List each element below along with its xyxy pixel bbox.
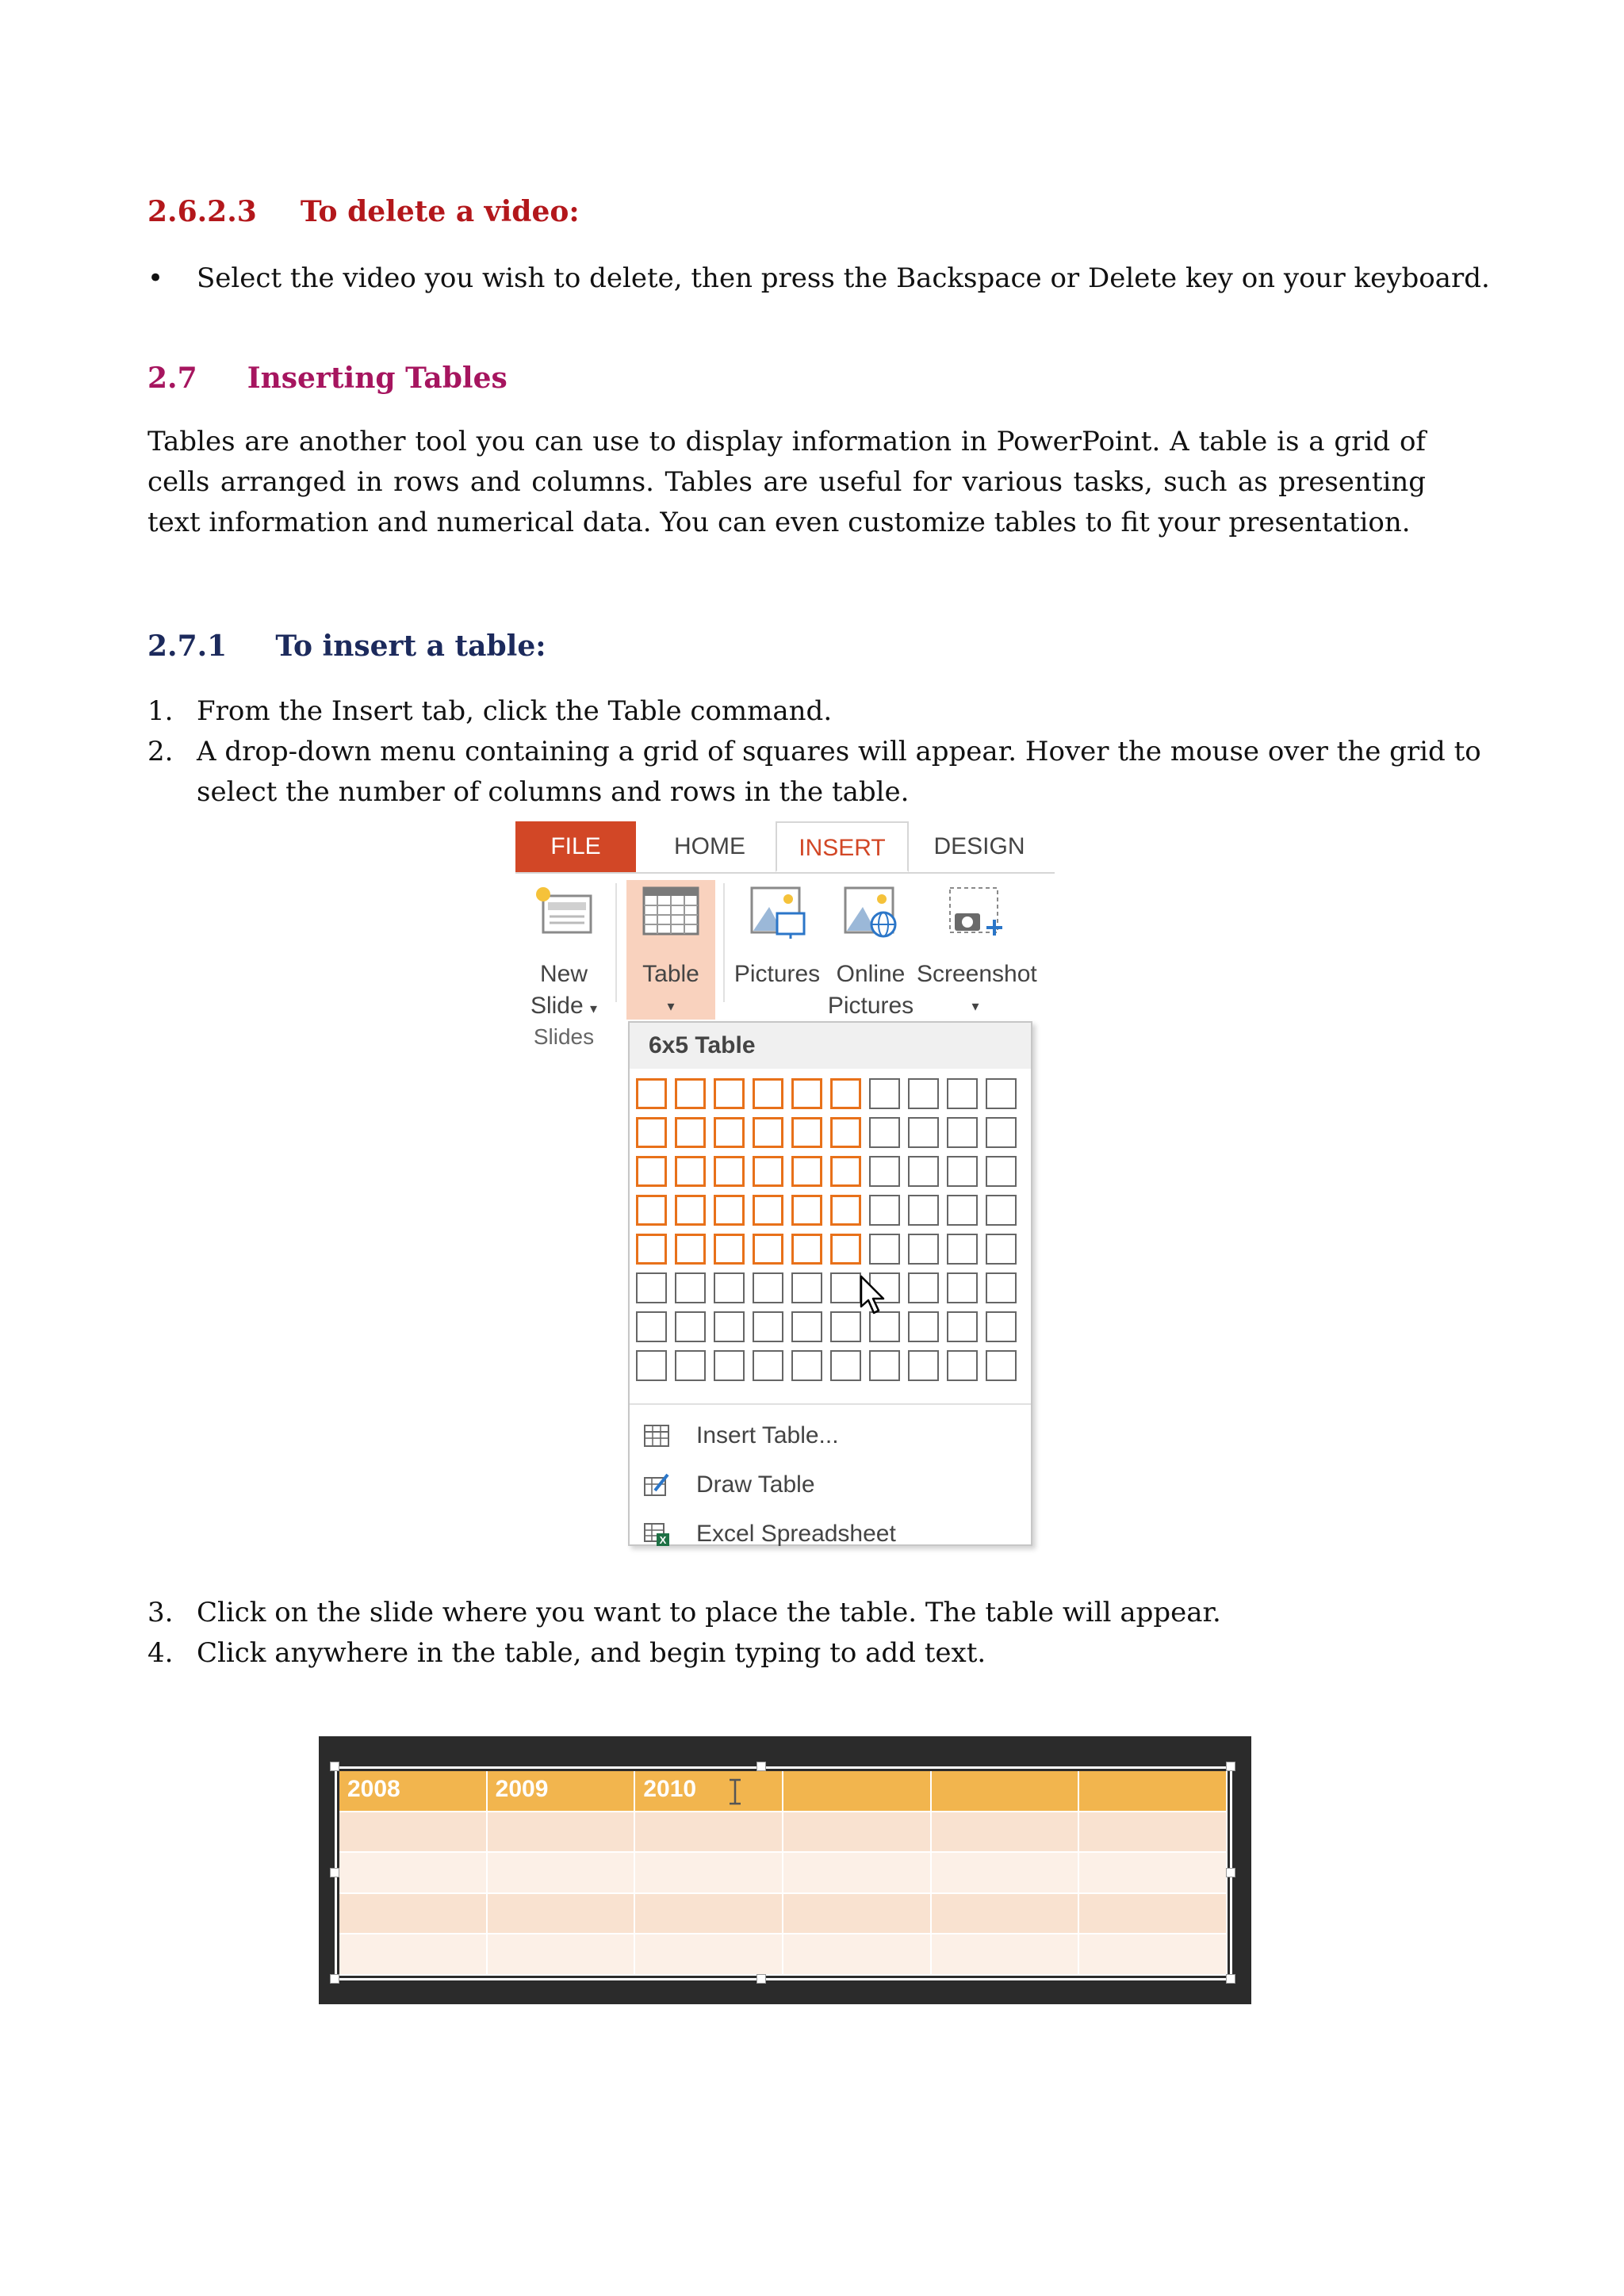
grid-cell[interactable] <box>636 1117 667 1148</box>
grid-cell[interactable] <box>986 1234 1017 1265</box>
grid-cell[interactable] <box>908 1156 939 1187</box>
menu-divider <box>630 1403 1031 1405</box>
group-divider <box>615 883 617 1002</box>
grid-cell[interactable] <box>869 1350 900 1381</box>
new-slide-label-1: New <box>539 961 588 987</box>
grid-cell[interactable] <box>830 1195 861 1226</box>
grid-cell[interactable] <box>869 1156 900 1187</box>
excel-icon <box>644 1522 669 1546</box>
grid-cell[interactable] <box>947 1078 978 1109</box>
grid-cell[interactable] <box>986 1311 1017 1342</box>
screenshot-button[interactable] <box>917 883 1037 1022</box>
grid-cell[interactable] <box>908 1117 939 1148</box>
grid-cell[interactable] <box>830 1311 861 1342</box>
table-label: Table <box>642 961 699 987</box>
table-cell[interactable] <box>635 1853 783 1894</box>
grid-cell[interactable] <box>714 1156 745 1187</box>
step-number: 1. <box>147 695 174 727</box>
resize-handle[interactable] <box>1226 1974 1235 1984</box>
grid-cell[interactable] <box>636 1156 667 1187</box>
new-slide-icon <box>532 883 596 939</box>
resize-handle[interactable] <box>756 1762 766 1771</box>
excel-spreadsheet-item[interactable] <box>630 1511 1031 1557</box>
section-number: 2.7 <box>147 362 197 395</box>
grid-cell[interactable] <box>675 1311 706 1342</box>
grid-cell[interactable] <box>908 1234 939 1265</box>
grid-cell[interactable] <box>636 1350 667 1381</box>
dropdown-header: 6x5 Table <box>630 1023 1031 1069</box>
grid-cell[interactable] <box>675 1350 706 1381</box>
step-text: Click on the slide where you want to place the table. The table will appear. <box>197 1597 1221 1628</box>
grid-cell[interactable] <box>636 1195 667 1226</box>
table-cell[interactable] <box>932 1812 1080 1854</box>
section-27-heading <box>147 362 508 395</box>
table-cell[interactable] <box>932 1894 1080 1935</box>
grid-cell[interactable] <box>986 1272 1017 1303</box>
table-dropdown-menu <box>628 1021 1032 1546</box>
table-header-cell[interactable] <box>1079 1771 1228 1812</box>
grid-cell[interactable] <box>675 1078 706 1109</box>
grid-cell[interactable] <box>908 1195 939 1226</box>
table-cell[interactable] <box>339 1853 488 1894</box>
draw-table-icon <box>644 1473 669 1497</box>
chevron-down-icon: ▾ <box>590 1001 598 1016</box>
mouse-cursor-icon <box>860 1275 888 1316</box>
table-cell[interactable] <box>932 1934 1080 1976</box>
table-cell[interactable] <box>783 1812 932 1854</box>
grid-cell[interactable] <box>947 1234 978 1265</box>
grid-cell[interactable] <box>791 1311 822 1342</box>
grid-cell[interactable] <box>947 1117 978 1148</box>
step-text-line1: A drop-down menu containing a grid of squares will appear. Hover the mouse over the grid to <box>197 736 1481 767</box>
grid-cell[interactable] <box>753 1078 783 1109</box>
table-cell[interactable] <box>783 1934 932 1976</box>
grid-cell[interactable] <box>986 1195 1017 1226</box>
grid-cell[interactable] <box>636 1234 667 1265</box>
resize-handle[interactable] <box>330 1974 339 1984</box>
online-pictures-label-2: Pictures <box>827 993 914 1019</box>
grid-cell[interactable] <box>908 1078 939 1109</box>
grid-cell[interactable] <box>869 1078 900 1109</box>
table-cell[interactable] <box>488 1934 636 1976</box>
grid-cell[interactable] <box>636 1078 667 1109</box>
pictures-button[interactable] <box>730 883 825 990</box>
grid-cell[interactable] <box>830 1156 861 1187</box>
grid-cell[interactable] <box>675 1234 706 1265</box>
svg-text:X: X <box>659 1534 667 1546</box>
text-cursor-icon <box>726 1777 744 1806</box>
draw-table-label: Draw Table <box>696 1471 815 1498</box>
table-cell[interactable] <box>339 1934 488 1976</box>
grid-cell[interactable] <box>830 1272 861 1303</box>
online-pictures-button[interactable] <box>826 883 915 1022</box>
online-pictures-icon <box>839 883 902 939</box>
grid-cell[interactable] <box>947 1350 978 1381</box>
section-number: 2.7.1 <box>147 629 228 663</box>
slide-table[interactable] <box>339 1771 1228 1976</box>
step-text: Click anywhere in the table, and begin typing to add text. <box>197 1637 986 1669</box>
table-cell[interactable] <box>339 1894 488 1935</box>
grid-cell[interactable] <box>791 1350 822 1381</box>
grid-cell[interactable] <box>869 1117 900 1148</box>
grid-cell[interactable] <box>947 1156 978 1187</box>
ribbon-tab-bar <box>515 821 1055 874</box>
grid-cell[interactable] <box>908 1311 939 1342</box>
grid-cell[interactable] <box>753 1117 783 1148</box>
table-cell[interactable] <box>1079 1812 1228 1854</box>
section-title: Inserting Tables <box>247 362 508 395</box>
table-header-cell[interactable]: 2010 <box>635 1771 783 1812</box>
grid-cell[interactable] <box>714 1195 745 1226</box>
table-button[interactable] <box>626 883 715 1022</box>
resize-handle[interactable] <box>1226 1868 1235 1877</box>
table-cell[interactable] <box>1079 1894 1228 1935</box>
table-cell[interactable] <box>783 1853 932 1894</box>
grid-cell[interactable] <box>675 1117 706 1148</box>
grid-cell[interactable] <box>636 1272 667 1303</box>
table-cell[interactable] <box>339 1812 488 1854</box>
grid-cell[interactable] <box>986 1350 1017 1381</box>
group-label-slides: Slides <box>533 1024 595 1049</box>
section-2623-heading <box>147 195 580 228</box>
grid-cell[interactable] <box>791 1272 822 1303</box>
section-title: To insert a table: <box>275 629 546 663</box>
table-cell[interactable] <box>1079 1934 1228 1976</box>
grid-cell[interactable] <box>753 1195 783 1226</box>
table-cell[interactable] <box>635 1934 783 1976</box>
grid-cell[interactable] <box>636 1311 667 1342</box>
online-pictures-label-1: Online <box>836 961 906 987</box>
insert-table-label: Insert Table... <box>696 1422 839 1448</box>
grid-cell[interactable] <box>753 1234 783 1265</box>
grid-cell[interactable] <box>791 1234 822 1265</box>
screenshot-label: Screenshot <box>917 961 1037 987</box>
grid-cell[interactable] <box>753 1156 783 1187</box>
step-number: 2. <box>147 736 174 767</box>
step-number: 4. <box>147 1637 174 1669</box>
intro-paragraph: Tables are another tool you can use to display information in PowerPoint. A table is a grid of cells arranged in rows and columns. Tables are useful for various tasks, such as presenting text information and numerical data. You can even customize tables to fit your presentation. <box>147 426 1426 538</box>
step-text-line2: select the number of columns and rows in the table. <box>197 776 910 808</box>
table-screenshot <box>319 1736 1251 2004</box>
section-title: To delete a video: <box>300 195 580 228</box>
table-cell[interactable] <box>783 1894 932 1935</box>
grid-cell[interactable] <box>830 1350 861 1381</box>
chevron-down-icon: ▾ <box>971 998 979 1014</box>
section-271-heading <box>147 629 546 663</box>
bullet-icon: • <box>147 262 164 294</box>
bullet-text: Select the video you wish to delete, then press the Backspace or Delete key on your keyboard. <box>197 262 1490 294</box>
grid-cell[interactable] <box>714 1078 745 1109</box>
grid-cell[interactable] <box>753 1272 783 1303</box>
grid-cell[interactable] <box>714 1272 745 1303</box>
grid-cell[interactable] <box>830 1078 861 1109</box>
grid-cell[interactable] <box>830 1234 861 1265</box>
table-cell[interactable] <box>1079 1853 1228 1894</box>
grid-cell[interactable] <box>714 1117 745 1148</box>
table-header-cell[interactable]: 2008 <box>339 1771 488 1812</box>
grid-cell[interactable] <box>947 1311 978 1342</box>
section-number: 2.6.2.3 <box>147 195 257 228</box>
grid-cell[interactable] <box>908 1272 939 1303</box>
chevron-down-icon: ▾ <box>667 998 675 1014</box>
grid-cell[interactable] <box>986 1078 1017 1109</box>
insert-table-item[interactable] <box>630 1413 1031 1459</box>
grid-cell[interactable] <box>714 1311 745 1342</box>
new-slide-label-2: Slide ▾ <box>530 993 598 1019</box>
step-number: 3. <box>147 1597 174 1628</box>
tab-home[interactable]: HOME <box>674 833 745 859</box>
new-slide-button[interactable] <box>525 883 603 1024</box>
table-cell[interactable] <box>635 1812 783 1854</box>
grid-cell[interactable] <box>714 1350 745 1381</box>
table-cell[interactable] <box>488 1894 636 1935</box>
table-header-cell[interactable] <box>932 1771 1080 1812</box>
table-header-cell[interactable]: 2009 <box>488 1771 636 1812</box>
tab-insert[interactable]: INSERT <box>776 821 909 872</box>
grid-cell[interactable] <box>869 1234 900 1265</box>
grid-cell[interactable] <box>869 1195 900 1226</box>
group-divider <box>723 883 725 1002</box>
grid-cell[interactable] <box>830 1117 861 1148</box>
resize-handle[interactable] <box>756 1974 766 1984</box>
grid-cell[interactable] <box>791 1195 822 1226</box>
resize-handle[interactable] <box>330 1762 339 1771</box>
grid-cell[interactable] <box>908 1350 939 1381</box>
grid-cell[interactable] <box>753 1311 783 1342</box>
excel-spreadsheet-label: Excel Spreadsheet <box>696 1521 896 1547</box>
table-cell[interactable] <box>635 1894 783 1935</box>
grid-cell[interactable] <box>947 1195 978 1226</box>
resize-handle[interactable] <box>1226 1762 1235 1771</box>
table-icon <box>639 883 703 939</box>
table-cell[interactable] <box>488 1853 636 1894</box>
screenshot-icon <box>944 883 1007 939</box>
resize-handle[interactable] <box>330 1868 339 1877</box>
ribbon-screenshot <box>515 821 1055 1568</box>
grid-cell[interactable] <box>753 1350 783 1381</box>
grid-cell[interactable] <box>675 1195 706 1226</box>
table-cell[interactable] <box>932 1853 1080 1894</box>
grid-cell[interactable] <box>714 1234 745 1265</box>
grid-cell[interactable] <box>791 1117 822 1148</box>
draw-table-item[interactable] <box>630 1462 1031 1508</box>
grid-cell[interactable] <box>791 1156 822 1187</box>
table-size-grid[interactable] <box>636 1078 1025 1395</box>
insert-table-icon <box>644 1424 669 1448</box>
grid-cell[interactable] <box>675 1156 706 1187</box>
pictures-label: Pictures <box>733 961 821 987</box>
grid-cell[interactable] <box>791 1078 822 1109</box>
grid-cell[interactable] <box>947 1272 978 1303</box>
step-text: From the Insert tab, click the Table command. <box>197 695 833 727</box>
pictures-icon <box>745 883 809 939</box>
grid-cell[interactable] <box>675 1272 706 1303</box>
tab-file[interactable]: FILE <box>515 821 636 872</box>
grid-cell[interactable] <box>986 1117 1017 1148</box>
table-header-cell[interactable] <box>783 1771 932 1812</box>
tab-design[interactable]: DESIGN <box>933 833 1025 859</box>
grid-cell[interactable] <box>986 1156 1017 1187</box>
table-cell[interactable] <box>488 1812 636 1854</box>
